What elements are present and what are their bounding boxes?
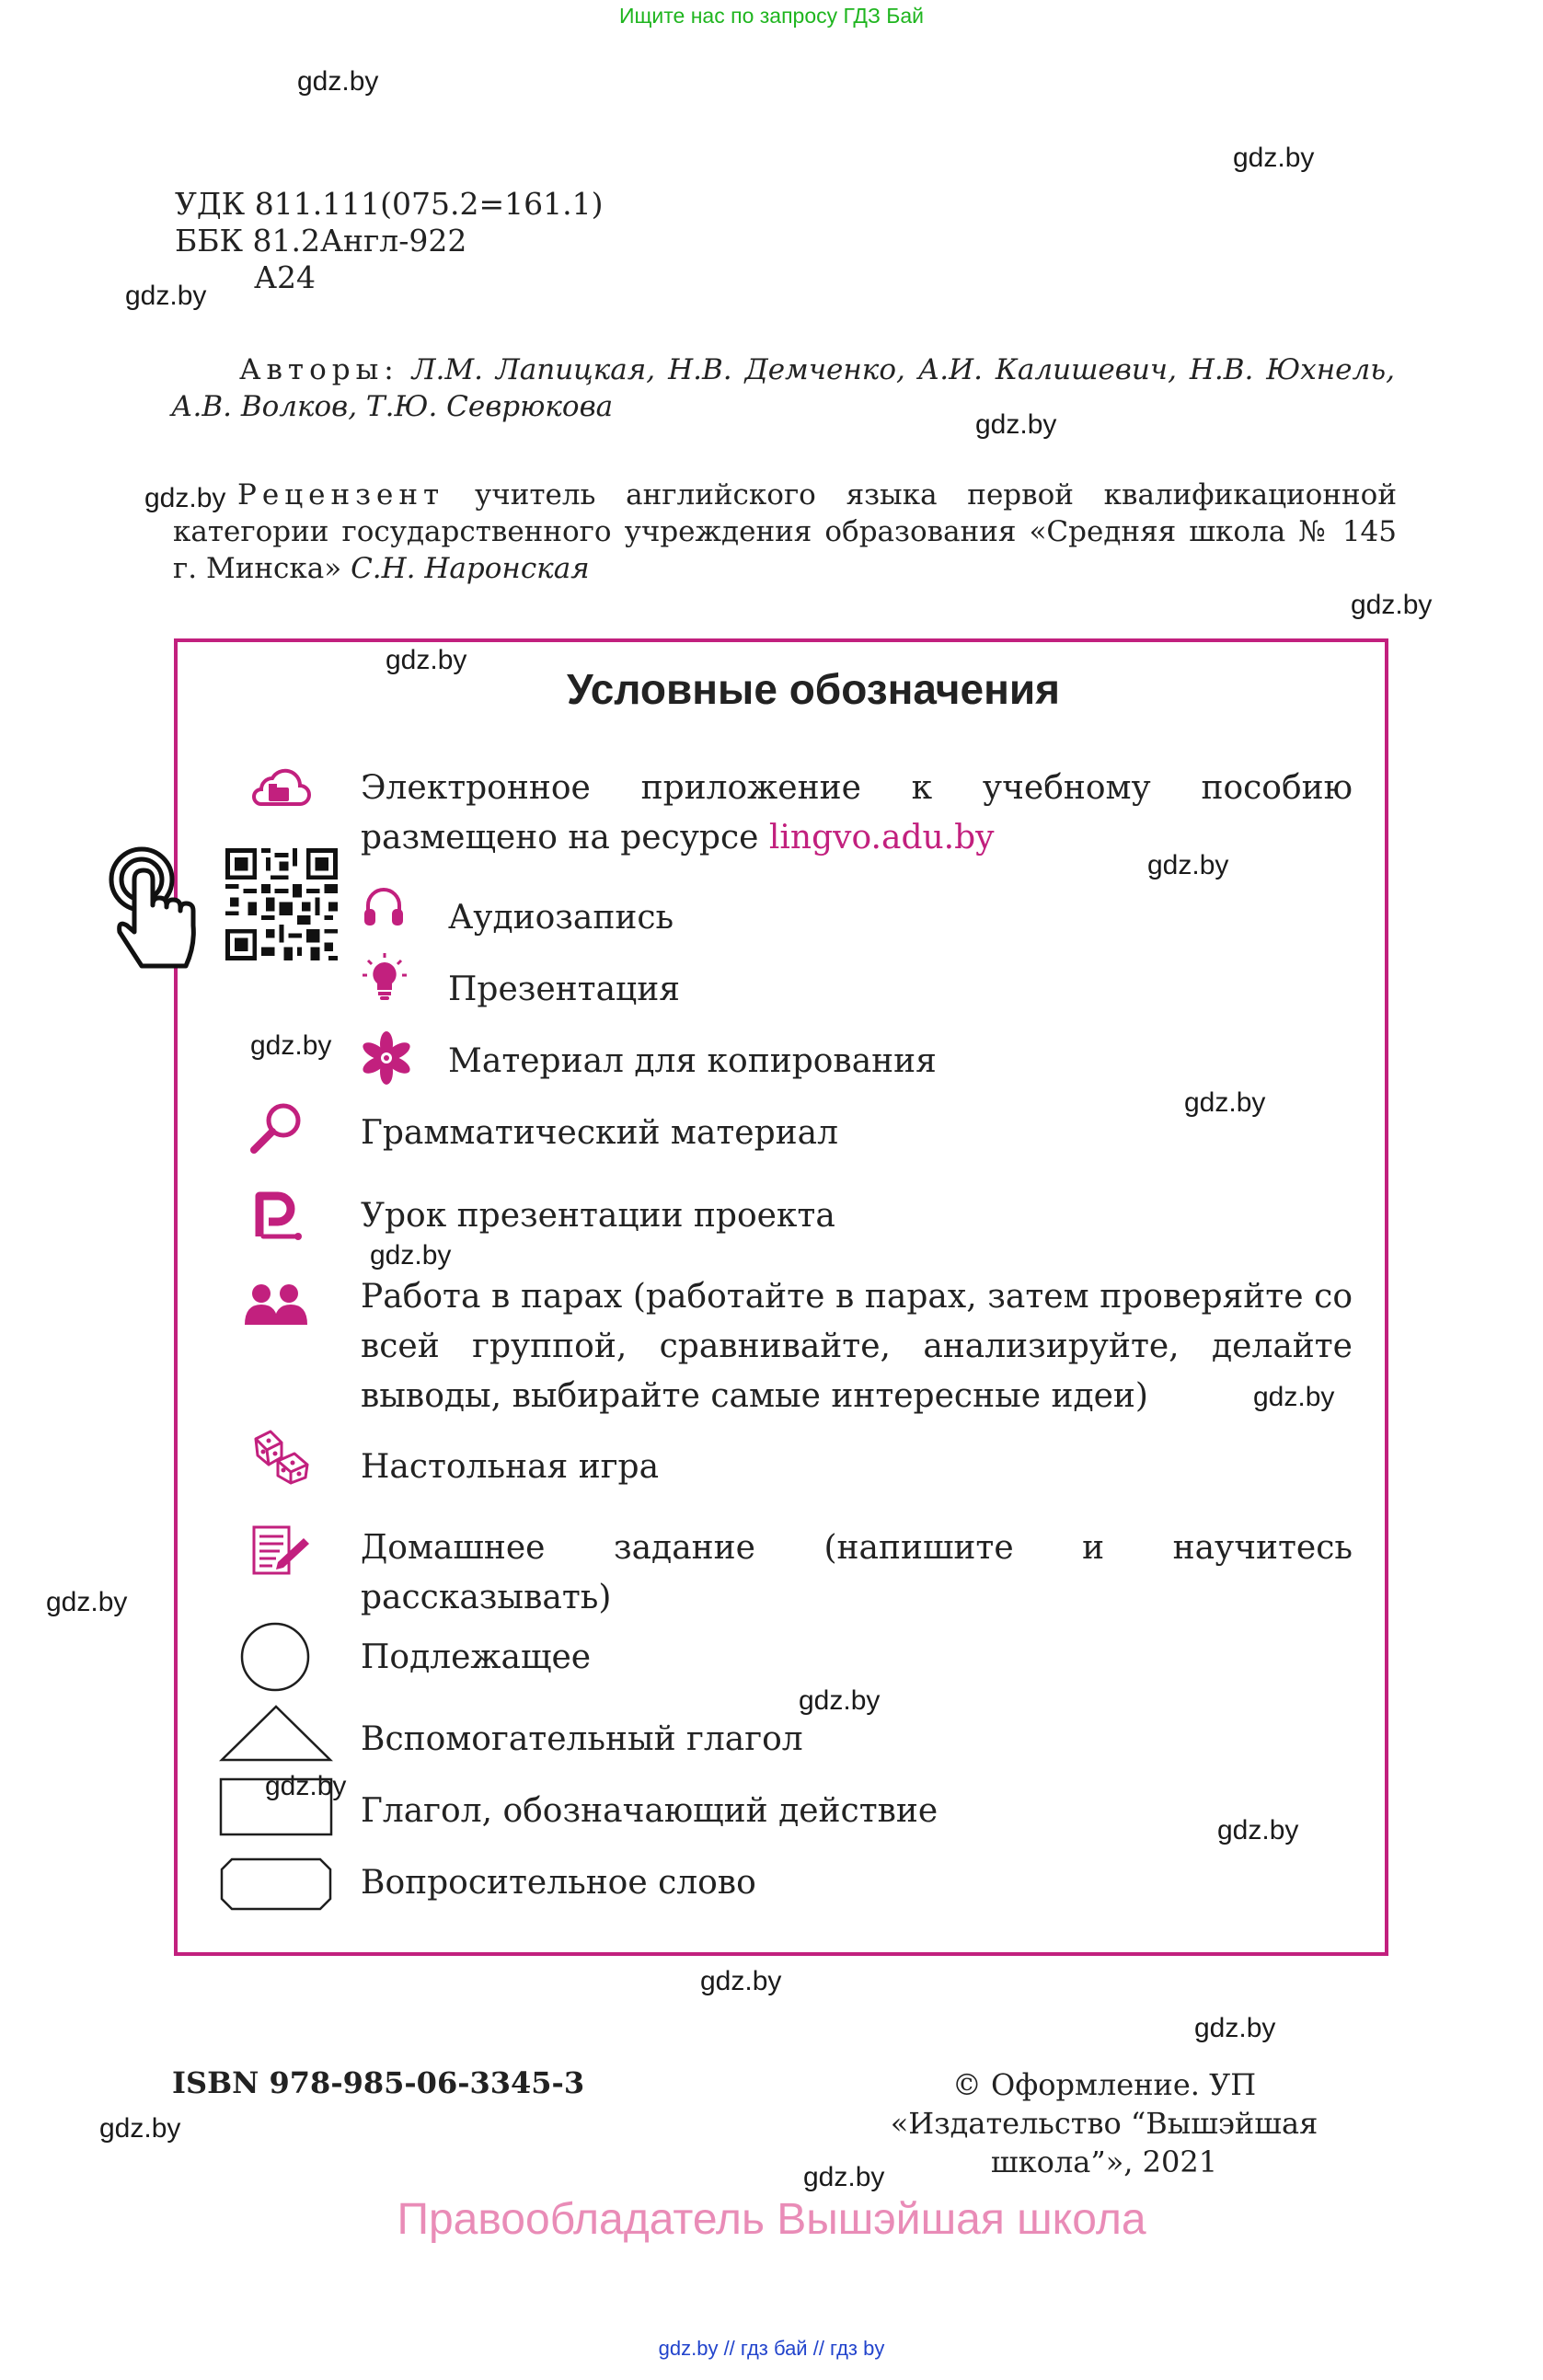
legend-homework: Домашнее задание (напишите и научитесь рассказывать) bbox=[361, 1529, 1353, 1616]
bottom-links[interactable]: gdz.by // гдз бай // гдз by bbox=[658, 2337, 885, 2360]
legend-project: Урок презентации проекта bbox=[361, 1197, 835, 1235]
reviewer-name: С.Н. Наронская bbox=[351, 552, 590, 585]
legend-copy: Материал для копирования bbox=[448, 1042, 937, 1080]
flower-icon bbox=[359, 1030, 414, 1086]
circle-shape bbox=[239, 1621, 311, 1693]
watermark: gdz.by bbox=[803, 2162, 885, 2192]
legend-audio: Аудиозапись bbox=[448, 899, 674, 937]
watermark: gdz.by bbox=[250, 1030, 332, 1061]
legend-title: Условные обозначения bbox=[566, 665, 1060, 713]
watermark: gdz.by bbox=[386, 645, 467, 675]
watermark: gdz.by bbox=[1194, 2013, 1276, 2043]
legend-electronic-text: Электронное приложение к учебному пособию размещено на ресурсе bbox=[361, 769, 1353, 857]
isbn: ISBN 978-985-06-3345-3 bbox=[172, 2065, 585, 2100]
dice-icon bbox=[250, 1428, 311, 1485]
legend-subject: Подлежащее bbox=[361, 1638, 592, 1676]
legend-electronic bbox=[361, 764, 1353, 863]
lightbulb-icon bbox=[361, 949, 409, 1003]
legend-game: Настольная игра bbox=[361, 1448, 660, 1486]
project-p-icon bbox=[250, 1189, 305, 1244]
watermark: gdz.by bbox=[975, 409, 1057, 440]
watermark: gdz.by bbox=[1233, 143, 1315, 173]
watermark: gdz.by bbox=[370, 1240, 452, 1270]
authors-names: Л.М. Лапицкая, Н.В. Демченко, А.И. Калишевич, Н.В. Юхнель, А.В. Волков, Т.Ю. Севрюкова bbox=[171, 353, 1395, 423]
bbk-code: ББК 81.2Англ-922 bbox=[175, 223, 467, 259]
magnifier-icon bbox=[248, 1100, 305, 1157]
watermark: gdz.by bbox=[297, 66, 379, 97]
rectangle-shape bbox=[219, 1777, 333, 1836]
legend-pairs: Работа в парах (работайте в парах, затем проверяйте со всей группой, сравнивайте, анализируйте, делайте выводы, выбирайте самые интересные идеи) bbox=[361, 1278, 1353, 1415]
legend-presentation: Презентация bbox=[448, 971, 680, 1008]
authors-label: Авторы: bbox=[239, 353, 399, 386]
triangle-shape bbox=[219, 1704, 333, 1763]
watermark: gdz.by bbox=[144, 483, 226, 513]
reviewer-label: Рецензент bbox=[237, 478, 445, 512]
octagon-shape bbox=[219, 1857, 333, 1912]
watermark: gdz.by bbox=[799, 1685, 881, 1716]
udk-code: УДК 811.111(075.2=161.1) bbox=[175, 186, 604, 222]
copyright: © Оформление. УП «Издательство “Вышэйшая школа”», 2021 bbox=[890, 2067, 1318, 2179]
headphones-icon bbox=[361, 883, 407, 929]
watermark: gdz.by bbox=[125, 281, 207, 311]
hand-pointer-icon bbox=[107, 845, 199, 973]
cloud-folder-icon bbox=[248, 764, 311, 810]
lingvo-link[interactable]: lingvo.adu.by bbox=[768, 819, 995, 857]
watermark: gdz.by bbox=[1147, 850, 1229, 880]
legend-question-word: Вопросительное слово bbox=[361, 1864, 756, 1902]
watermark: gdz.by bbox=[1184, 1087, 1266, 1118]
top-banner[interactable]: Ищите нас по запросу ГДЗ Бай bbox=[618, 4, 925, 28]
watermark: gdz.by bbox=[99, 2113, 181, 2144]
watermark: gdz.by bbox=[1351, 590, 1433, 620]
watermark: gdz.by bbox=[700, 1966, 782, 1996]
qr-code[interactable] bbox=[225, 848, 338, 960]
watermark: gdz.by bbox=[46, 1587, 128, 1617]
legend-grammar: Грамматический материал bbox=[361, 1114, 838, 1152]
watermark: gdz.by bbox=[1217, 1815, 1299, 1845]
people-icon bbox=[243, 1282, 309, 1327]
authors bbox=[171, 351, 1395, 425]
legend-auxiliary: Вспомогательный глагол bbox=[361, 1720, 803, 1758]
reviewer-text: учитель английского языка первой квалификационной категории государственного учреждения образования «Средняя школа № 145 г. Минска» bbox=[173, 478, 1397, 585]
watermark: gdz.by bbox=[265, 1771, 347, 1801]
reviewer bbox=[173, 477, 1397, 587]
notepad-pen-icon bbox=[250, 1525, 315, 1577]
watermark: gdz.by bbox=[1253, 1382, 1335, 1412]
rights-holder: Правообладатель Вышэйшая школа bbox=[397, 2195, 1146, 2244]
author-code: А24 bbox=[254, 259, 316, 295]
legend-action-verb: Глагол, обозначающий действие bbox=[361, 1792, 938, 1830]
